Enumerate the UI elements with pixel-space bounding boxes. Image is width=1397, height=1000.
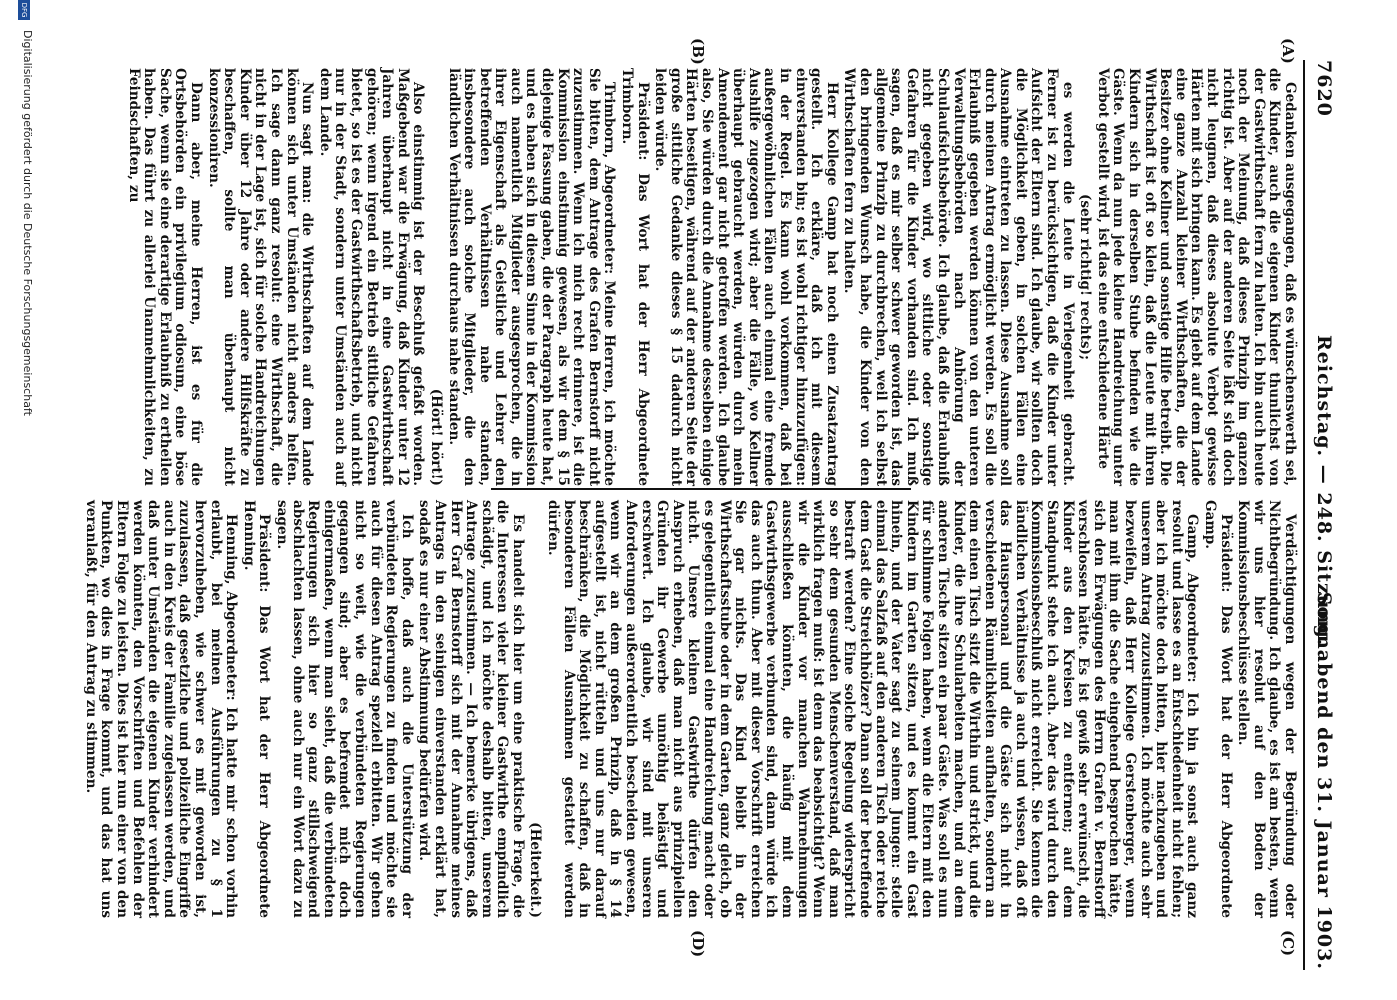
right-text-column: [80, 500, 1297, 918]
paragraph: Herr Kollege Gamp hat noch einen Zusatzantrag gestellt. Ich erkläre, daß ich mit diesem einverstanden bin; es ist wohl richtiger hinzuzufügen: in der Regel. Es kann wohl vorkommen, daß bei außergewöhnlichen Fällen auch einmal eine fremde Aushilfe zugezogen wird; aber die Fälle, wo Kellner überhaupt gebraucht werden, würden durch mein Amendement gar nicht getroffen werden. Ich glaube also, Sie würden durch die Annahme desselben einige Härten beseitigen, während auf der anderen Seite der große sittliche Gedanke dieses § 15 dadurch nicht leiden würde.: [652, 68, 840, 486]
paragraph: Präsident: Das Wort hat der Herr Abgeordnete Trimborn.: [619, 68, 651, 486]
paragraph: Es handelt sich hier um eine praktische Frage, die die Interessen vieler kleiner Gastwirthe empfindlich schädigt, und ich möchte deshalb bitten, unserem Antrage zuzustimmen. — Ich bemerke übrigens, daß Herr Graf Bernstorff sich mit der Annahme meines Antrags in den seinigen einverstanden erklärt hat, sodaß es nur einer Abstimmung bedürfen wird.: [416, 500, 526, 918]
paragraph: Nun sagt man: die Wirthschaften auf dem Lande können sich unter Umständen nicht anders helfen. Ich sage dann ganz resolut: eine Wirthschaft, die nicht in der Lage ist, sich für solche Handreichungen Kinder über 12 Jahre oder andere Hilfskräfte zu beschaffen, sollte man überhaupt nicht konzessioniren.: [205, 68, 316, 486]
digitization-footer: [0, 0, 40, 1000]
paragraph: Henning, Abgeordneter: Ich hatte mir schon vorhin erlaubt, bei meinen Ausführungen zu § 1 hervorzuheben, wie schwer es mit geworden ist, zuzulassen, daß gesetzliche und polizeiliche Eingriffe auch in den Kreis der Familie zugelassen werden, und daß unter Umständen die eigenen Kinder verhindert werden könnten, den Vorschriften und Befehlen der Eltern Folge zu leisten. Dies ist hier nun einer von den Punkten, wo dies in Frage kommt, und das hat uns veranlaßt, für den Antrag zu stimmen.: [82, 500, 240, 918]
paragraph: Verdächtigungen wegen der Begründung oder Nichtbegründung. Ich glaube, es ist am besten, wenn wir uns hier resolut auf den Boden der Kommissionsbeschlüsse stellen.: [1235, 500, 1298, 918]
paragraph: Ich hoffe, daß auch die Unterstützung der verbündeten Regierungen zu finden und möchte sie auch für diesen Antrag speziell erbitten. Wir gehen nicht so weit, wie die verbündeten Regierungen gegangen sind; aber es befremdet mich doch einigermaßen, wenn man sieht, daß die verbündeten Regierungen sich hier so ganz stillschweigend abschlachten lassen, ohne auch nur ein Wort dazu zu sagen.: [274, 500, 415, 918]
dfg-logo: DFG: [18, 0, 30, 20]
paragraph: Trimborn, Abgeordneter: Meine Herren, ich möchte Sie bitten, dem Antrage des Grafen Bernstorff nicht zuzustimmen. Wenn ich mich recht erinnere, ist die Kommission einstimmig gewesen, als wir dem § 15 diejenige Fassung gaben, die der Paragraph heute hat, und es haben sich in diesem Sinne in der Kommission auch namentlich Mitglieder ausgesprochen, die in ihrer Eigenschaft als Geistliche und Lehrer den betreffenden Verhältnissen nahe standen, insbesondere auch solche Mitglieder, die den ländlichen Verhältnissen durchaus nahe standen.: [445, 68, 618, 486]
column-divider: [491, 488, 911, 490]
paragraph: Präsident: Das Wort hat der Herr Abgeordnete Gamp.: [1202, 500, 1234, 918]
margin-marker-c: (C): [1279, 930, 1297, 957]
margin-marker-b: (B): [689, 38, 707, 65]
interjection: (sehr richtig! rechts);: [1077, 194, 1094, 360]
page-number: 7620: [1313, 60, 1335, 117]
margin-marker-d: (D): [689, 930, 707, 958]
margin-marker-a: (A): [1279, 38, 1297, 64]
paragraph: Präsident: Das Wort hat der Herr Abgeordnete Henning.: [240, 500, 273, 918]
header-rule: [1303, 60, 1305, 970]
paragraph: es werden die Leute in Verlegenheit gebracht. Ferner ist zu berücksichtigen, daß die Kinder unter Aufsicht der Eltern sind. Ich glaube, wir sollten doch die Möglichkeit geben, in solchen Fällen eine Ausnahme eintreten zu lassen. Diese Ausnahme soll durch meinen Antrag ermöglicht werden. Es soll die Erlaubniß gegeben werden können von den unteren Verwaltungsbehörden nach Anhörung der Schulaufsichtsbehörde. Ich glaube, daß die Erlaubniß nicht gegeben wird, wo sittliche oder sonstige Gefahren für die Kinder vorhanden sind. Ich muß sagen, daß es mir selber schwer geworden ist, das allgemeine Prinzip zu durchbrechen, weil ich selbst den bringenden Wunsch habe, die Kinder von den Wirthschaften fern zu halten.: [841, 68, 1076, 486]
left-text-column: [123, 68, 1297, 486]
interjection: (Heiterkeit.): [527, 822, 544, 918]
paragraph: Gamp, Abgeordneter: Ich bin ja sonst auch ganz resolut und lasse es an Entschiedenheit nicht fehlen; aber ich möchte doch bitten, hier nachzugeben und unserem Antrag zuzustimmen. Ich möchte auch sehr bezweifeln, daß Herr Kollege Gerstenberger, wenn man mit ihm die Sache eingehend besprochen hätte, sich den Erwägungen des Herrn Grafen v. Bernstorff verschlossen hätte. Es ist gewiß sehr erwünscht, die Kinder aus den Kreisen zu entfernen; auf dem Standpunkt stehe ich auch. Aber das wird durch den Kommissionsbeschluß nicht erreicht. Sie kennen die ländlichen Verhältnisse ja auch und wissen, daß oft das Hauspersonal und die Gäste sich nicht in verschiedenen Räumlichkeiten aufhalten, sondern an dem einen Tisch sitzt die Wirthin und strickt, und die Kinder, die ihre Schularbeiten machen, und an dem anderen Tische sitzen ein paar Gäste. Was soll es nun für schlimme Folgen haben, wenn die Eltern mit den Kindern im Garten sitzen, und es kommt ein Gast hinein, und der Vater sagt zu seinem Jungen: stelle einmal das Salzfaß auf den anderen Tisch oder reiche dem Gast die Streichhölzer? Dann soll der betreffende bestraft werden? Eine solche Regelung widerspricht so sehr dem gesunden Menschenverstand, daß man wirklich fragen muß: ist denn das beabsichtigt? Wenn wir die Kinder vor manchen Wahrnehmungen ausschließen könnten, die häufig mit dem Gastwirthsgewerbe verbunden sind, dann würde ich das auch thun. Aber mit dieser Vorschrift erreichen Sie gar nichts. Das Kind bleibt in der Wirthschaftsstube oder in dem Garten, ganz gleich, ob es gelegentlich einmal eine Handreichung macht oder nicht. Unsere kleinen Gastwirthe dürfen den Anspruch erheben, daß man nicht aus prinzipiellen Gründen ihr Gewerbe unnöthig belästigt und erschwert. Ich glaube, wir sind mit unseren Anforderungen außerordentlich bescheiden gewesen, wenn wir an dem großen Prinzip, daß in § 14 aufgestellt ist, nicht rütteln und uns nur darauf beschränken, die Möglichkeit zu schaffen, daß in besonderen Fällen Ausnahmen gestattet werden dürfen.: [545, 500, 1201, 918]
interjection: (Hört! hört!): [427, 388, 444, 486]
session-date: Sonnabend den 31. Januar 1903.: [1313, 591, 1335, 970]
digitization-credit: Digitalisierung gefördert durch die Deutsche Forschungsgemeinschaft: [21, 30, 34, 416]
page-header: [1309, 60, 1335, 970]
paragraph: Gedanken ausgegangen, daß es wünschenswerth sei, die Kinder, auch die eigenen Kinder thunlichst von der Gastwirthschaft fern zu halten. Ich bin auch heute noch der Meinung, daß dieses Prinzip im ganzen richtig ist. Aber auf der anderen Seite läßt sich doch nicht leugnen, daß dieses absolute Verbot gewisse Härten mit sich bringen kann. Es giebt auf dem Lande eine ganze Anzahl kleiner Wirthschaften, die der Besitzer ohne Kellner und sonstige Hilfe betreibt. Die Wirthschaft ist oft so klein, daß die Leute mit ihren Kindern sich in derselben Stube befinden wie die Gäste. Wenn da nun jede kleine Handreichung unter Verbot gestellt wird, ist das eine entschiedene Härte: [1094, 68, 1298, 486]
paragraph: Dann aber, meine Herren, ist es für die Ortsbehörden ein privilegium odiosum, eine böse Sache, wenn sie eine derartige Erlaubniß zu ertheilen haben. Das führt zu allerlei Unannehmlichkeiten, zu Feindschaften, zu: [125, 68, 205, 486]
paragraph: Also einstimmig ist der Beschluß gefaßt worden. Maßgebend war die Erwägung, daß Kinder unter 12 Jahren überhaupt nicht in eine Gastwirthschaft gehören; wenn irgend ein Betrieb sittliche Gefahren bietet, so ist es der Gastwirthschaftsbetrieb, und nicht nur in der Stadt, sondern unter Umständen auch auf dem Lande.: [316, 68, 427, 486]
session-title: Reichstag. — 248. Sitzung.: [1313, 335, 1335, 647]
